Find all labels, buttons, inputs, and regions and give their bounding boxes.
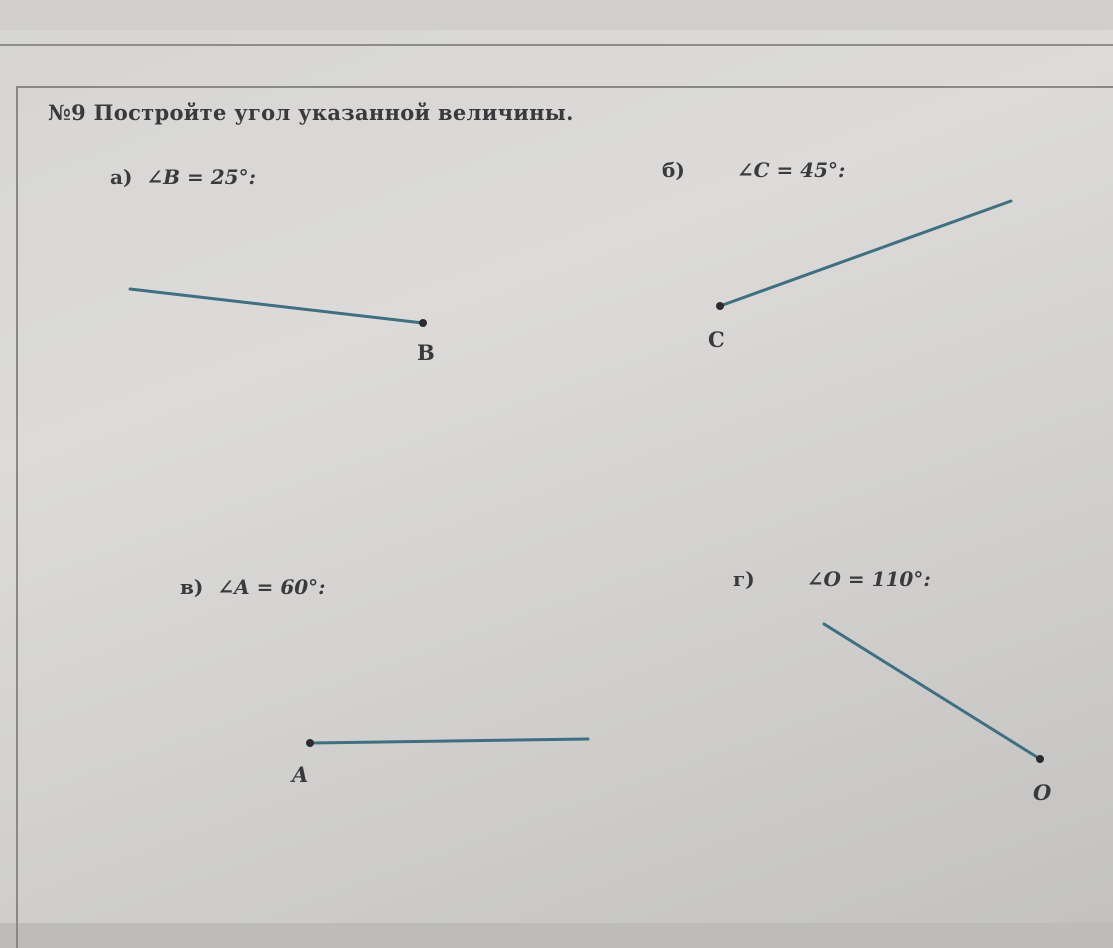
- task-b-expression: ∠C = 45°:: [736, 158, 846, 182]
- point-a-label: A: [292, 762, 309, 787]
- vertex-b-dot: [419, 319, 427, 327]
- vertex-c-dot: [716, 302, 724, 310]
- task-a-letter: а): [110, 165, 133, 189]
- task-c-letter: в): [180, 575, 204, 599]
- task-a-expression: ∠B = 25°:: [146, 165, 256, 189]
- point-b-label: B: [417, 340, 435, 365]
- task-c-expression: ∠A = 60°:: [217, 575, 326, 599]
- ray-a: [310, 739, 588, 743]
- ray-b: [130, 289, 423, 323]
- exercise-heading: №9 Постройте угол указанной величины.: [48, 100, 574, 125]
- ray-c: [720, 201, 1011, 306]
- ray-o: [824, 624, 1040, 759]
- task-b-letter: б): [662, 158, 685, 182]
- task-d-letter: г): [733, 567, 755, 591]
- task-d-expression: ∠O = 110°:: [806, 567, 931, 591]
- vertex-o-dot: [1036, 755, 1044, 763]
- point-o-label: O: [1033, 780, 1052, 805]
- vertex-a-dot: [306, 739, 314, 747]
- point-c-label: C: [708, 327, 725, 352]
